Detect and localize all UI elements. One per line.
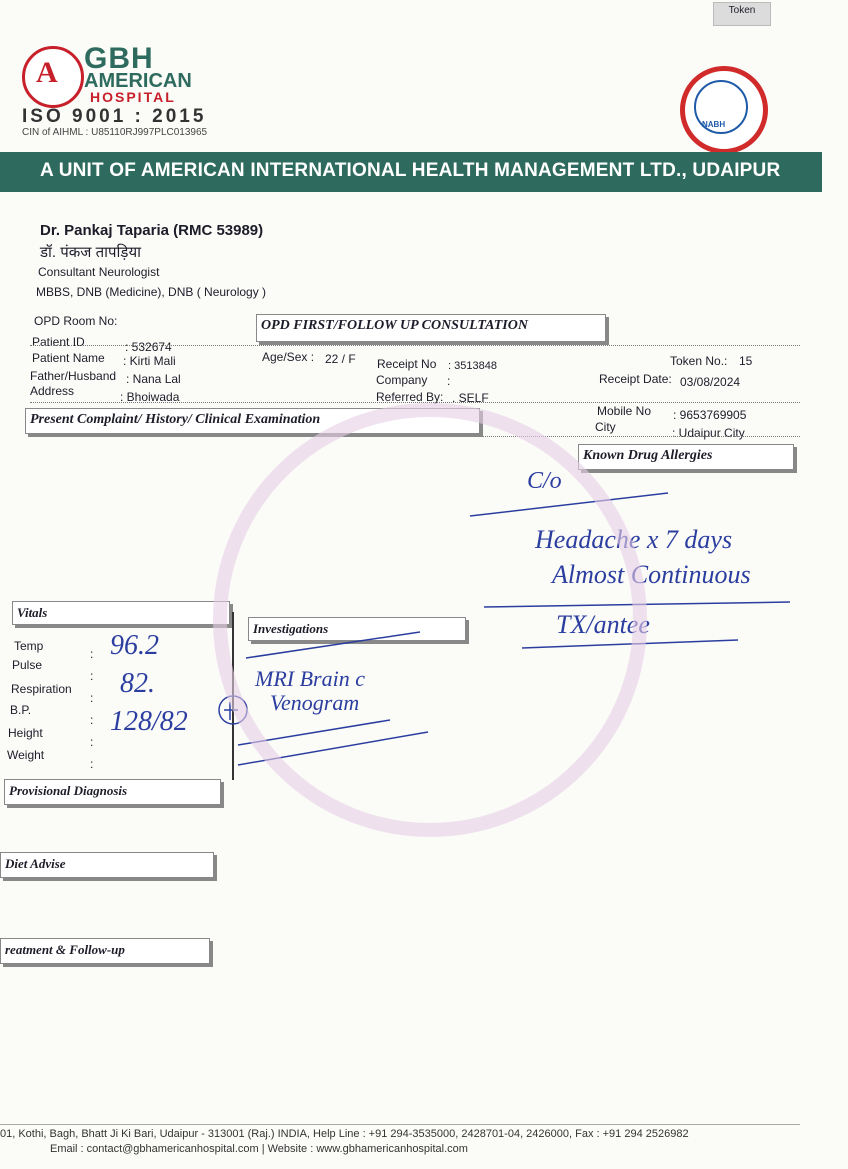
section-complaint: Present Complaint/ History/ Clinical Examination xyxy=(25,408,480,434)
patient-id-label: Patient ID xyxy=(32,335,85,349)
temp-label: Temp xyxy=(14,639,44,653)
footer-divider xyxy=(0,1124,800,1125)
mobile-label: Mobile No xyxy=(597,404,652,418)
doctor-name: Dr. Pankaj Taparia (RMC 53989) xyxy=(40,222,264,239)
bp-value: 128/82 xyxy=(110,706,188,737)
watermark-circle xyxy=(220,410,640,830)
company: : xyxy=(447,374,451,388)
hospital-name-gbh: GBH xyxy=(84,42,154,75)
token-tab: Token xyxy=(713,2,771,26)
doctor-name-hindi: डॉ. पंकज तापड़िया xyxy=(40,244,142,261)
receipt-date: 03/08/2024 xyxy=(680,375,741,389)
opd-room-label: OPD Room No: xyxy=(34,314,118,328)
city: : Udaipur City xyxy=(672,426,745,440)
vitals-colons: : : : : : : xyxy=(90,647,94,771)
hospital-name-american: AMERICAN xyxy=(84,70,192,92)
iso-certification: ISO 9001 : 2015 xyxy=(22,106,207,127)
logo-letter: A xyxy=(36,56,58,89)
address: : Bhoiwada xyxy=(120,390,180,404)
company-label: Company xyxy=(376,373,428,387)
pen-stroke xyxy=(246,632,420,658)
section-diet-advise: Diet Advise xyxy=(0,852,214,878)
section-provisional-diagnosis: Provisional Diagnosis xyxy=(4,779,221,805)
section-allergies: Known Drug Allergies xyxy=(578,444,794,470)
agesex-label: Age/Sex : xyxy=(262,350,315,364)
unit-banner-text: A UNIT OF AMERICAN INTERNATIONAL HEALTH MANAGEMENT LTD., UDAIPUR xyxy=(40,160,781,181)
pen-stroke xyxy=(470,493,668,516)
bp-label: B.P. xyxy=(10,703,32,717)
father-label: Father/Husband xyxy=(30,369,117,383)
complaint-co: C/o xyxy=(527,468,562,494)
hospital-name-hospital: HOSPITAL xyxy=(90,89,176,105)
investigation-line-2: Venogram xyxy=(270,690,360,715)
receipt-no: : 3513848 xyxy=(448,360,497,372)
respiration-label: Respiration xyxy=(11,682,72,696)
footer-address: 01, Kothi, Bagh, Bhatt Ji Ki Bari, Udaipur - 313001 (Raj.) INDIA, Help Line : +91 294-3535000, 2428701-04, 2426000, Fax : +91 294 2526982 xyxy=(0,1128,689,1140)
token-number: 15 xyxy=(739,354,753,368)
address-label: Address xyxy=(30,384,75,398)
patient-id: : 532674 xyxy=(125,340,172,354)
weight-label: Weight xyxy=(7,748,45,762)
section-vitals: Vitals xyxy=(12,601,230,625)
complaint-line-1: Headache x 7 days xyxy=(535,525,733,554)
city-label: City xyxy=(595,420,616,434)
footer-email: Email : contact@gbhamericanhospital.com | Website : www.gbhamericanhospital.com xyxy=(50,1143,468,1155)
referred-label: Referred By: xyxy=(376,390,444,404)
patient-name-label: Patient Name xyxy=(32,351,105,365)
section-investigations: Investigations xyxy=(248,617,466,641)
receipt-date-label: Receipt Date: xyxy=(599,372,672,386)
doctor-degrees: MBBS, DNB (Medicine), DNB ( Neurology ) xyxy=(36,285,267,299)
mobile-number: : 9653769905 xyxy=(673,408,747,422)
nabh-label: NABH xyxy=(702,120,726,129)
agesex: 22 / F xyxy=(325,352,356,366)
receipt-no-label: Receipt No xyxy=(377,357,437,371)
cin-number: CIN of AIHML : U85110RJ997PLC013965 xyxy=(22,127,208,138)
patient-name: : Kirti Mali xyxy=(123,354,176,368)
height-label: Height xyxy=(8,726,43,740)
referred-by: . SELF xyxy=(452,391,489,405)
consult-title: OPD FIRST/FOLLOW UP CONSULTATION xyxy=(256,314,606,342)
respiration-value: 82. xyxy=(120,668,155,699)
token-label: Token No.: xyxy=(670,354,728,368)
investigation-line-1: MRI Brain c xyxy=(255,666,365,691)
section-treatment: reatment & Follow-up xyxy=(0,938,210,964)
pen-stroke xyxy=(522,640,738,648)
temp-value: 96.2 xyxy=(110,630,159,661)
complaint-line-2: Almost Continuous xyxy=(552,560,751,589)
father-name: : Nana Lal xyxy=(126,372,181,386)
doctor-title: Consultant Neurologist xyxy=(38,265,160,279)
complaint-line-3: TX/antee xyxy=(556,610,650,639)
pulse-label: Pulse xyxy=(12,658,43,672)
